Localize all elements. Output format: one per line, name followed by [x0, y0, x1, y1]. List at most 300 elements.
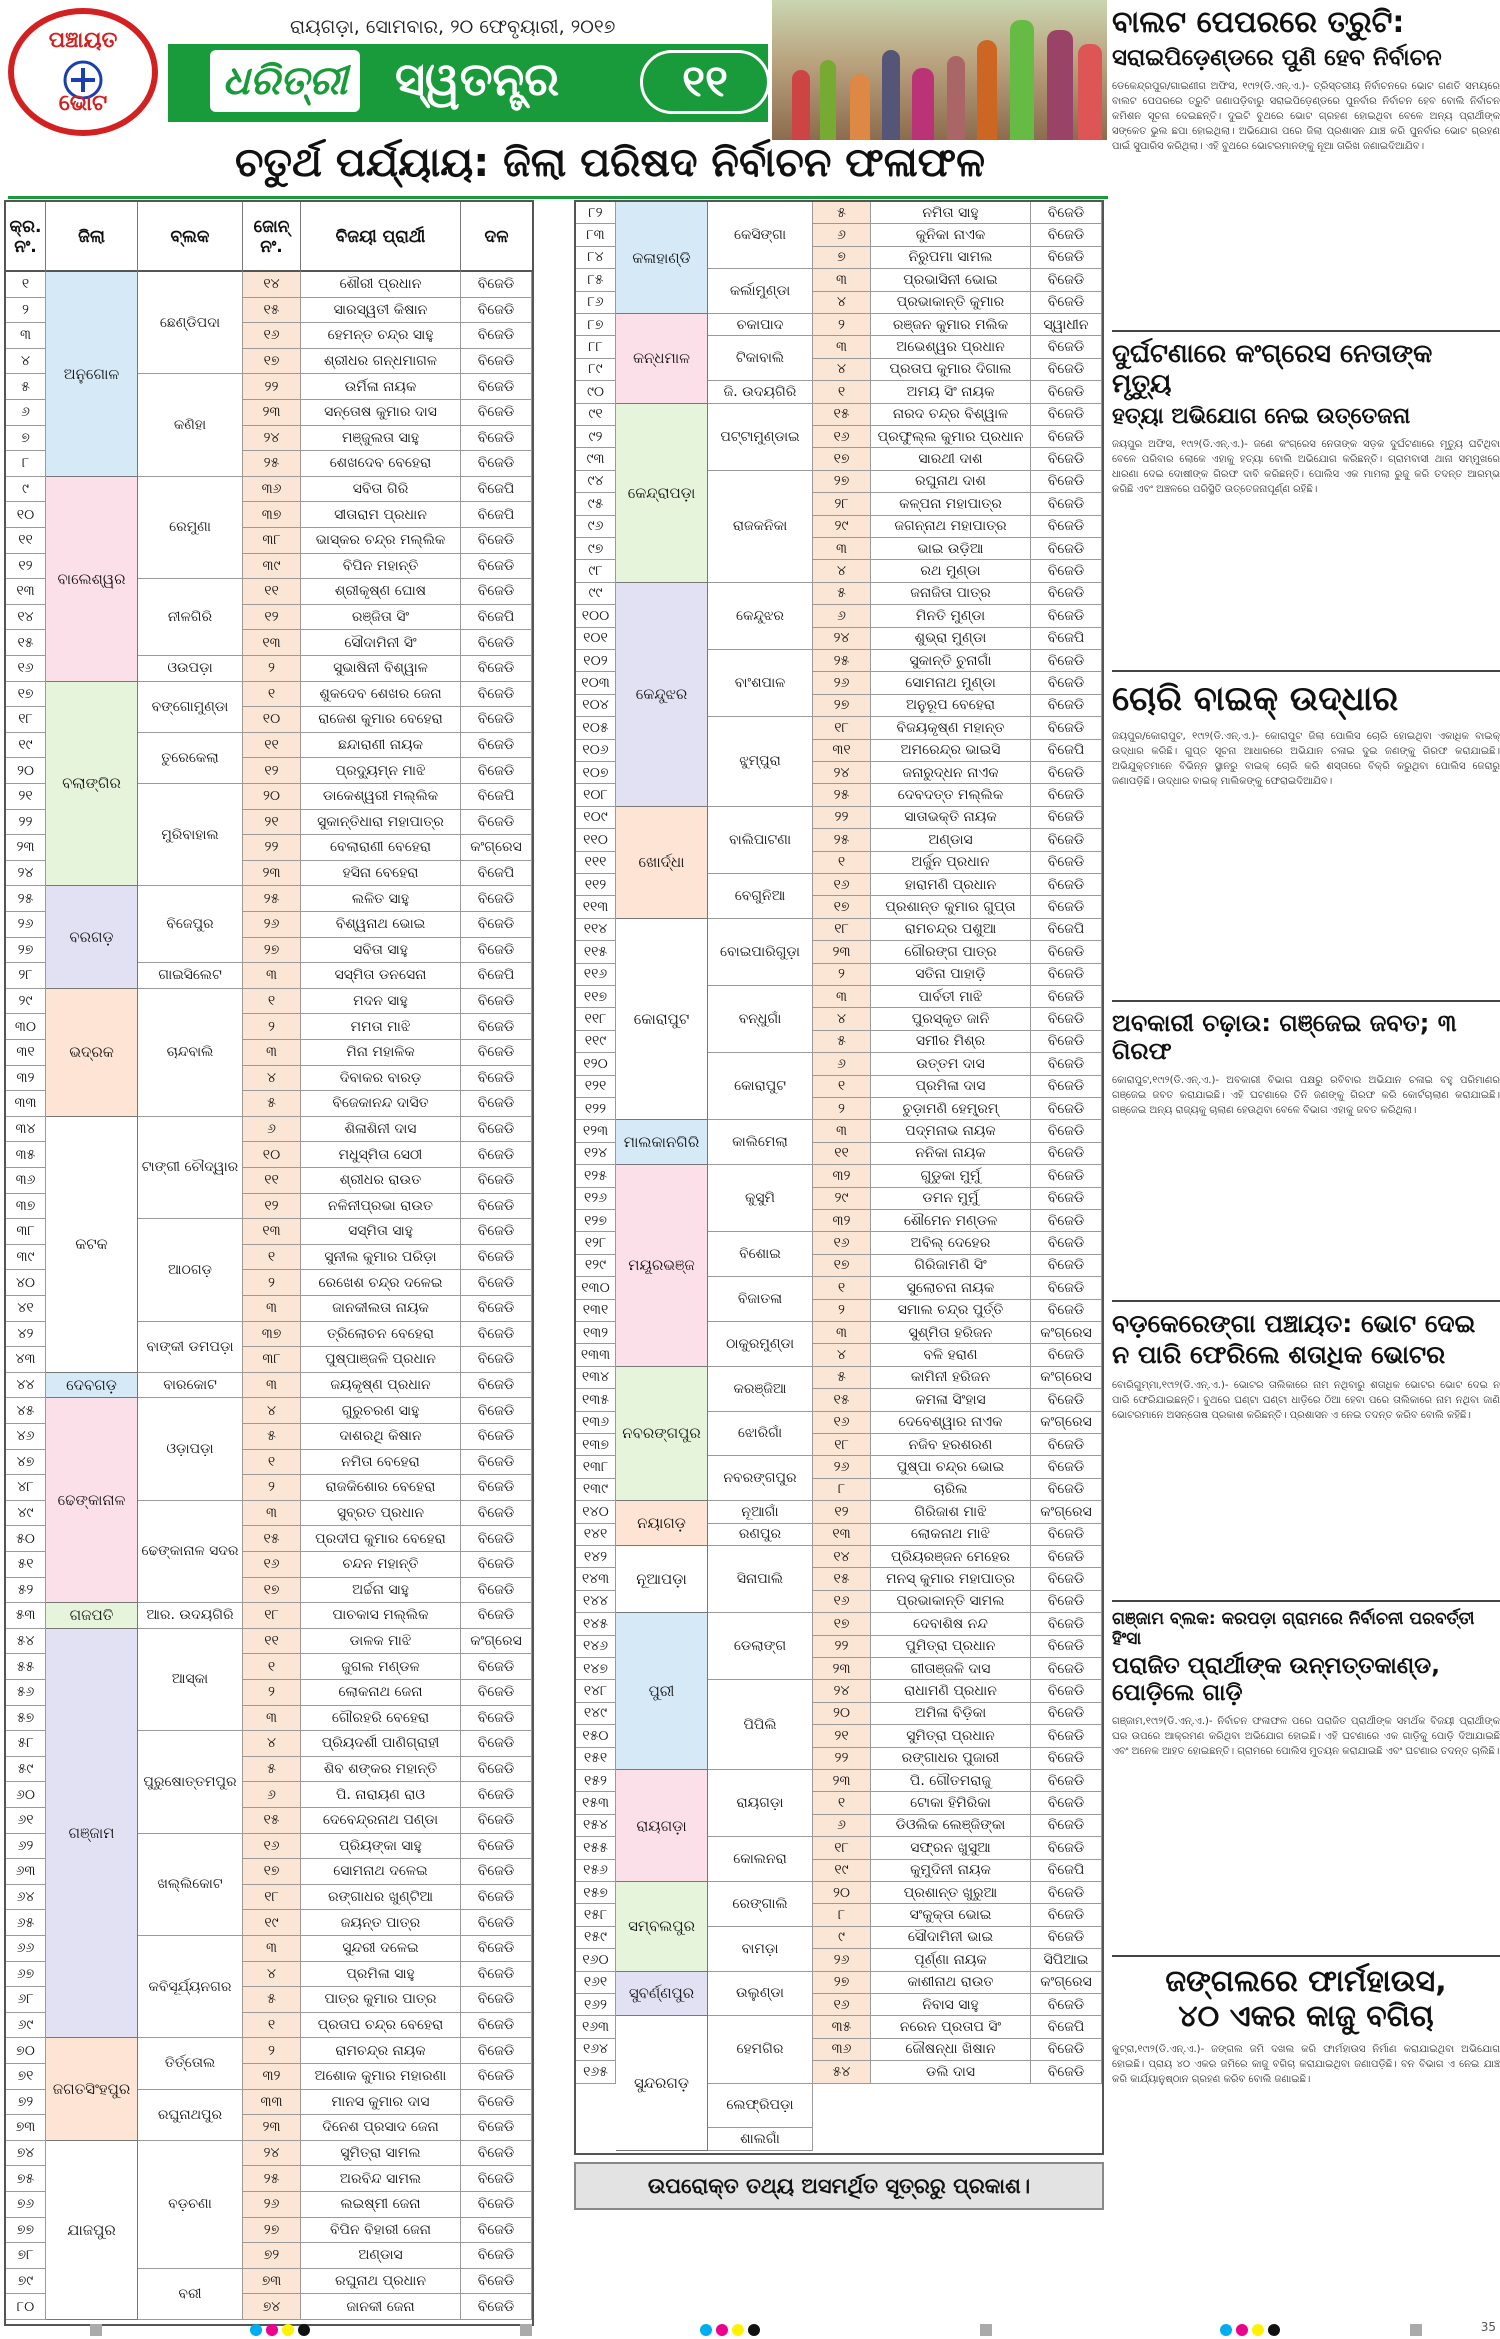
zone-cell: ୩୨	[243, 2064, 301, 2089]
serial-cell: ୧୨୦	[576, 1053, 616, 1074]
party-cell: ବିଜେଡି	[1031, 829, 1102, 850]
results-table-2	[574, 200, 1104, 2155]
zone-cell: ୨୪	[813, 628, 871, 649]
zone-cell: ୪	[243, 1066, 301, 1091]
block-cell: କଣିହା	[138, 374, 243, 476]
block-cell: ବଙ୍ଗୋମୁଣ୍ଡା	[138, 682, 243, 733]
winner-cell: ରଘୁନାଥ ପ୍ରଧାନ	[301, 2269, 461, 2294]
zone-cell: ୪	[243, 1731, 301, 1756]
party-cell: ବିଜେଡି	[461, 912, 532, 937]
winner-cell: ପ୍ରମିଳା ସାହୁ	[301, 1962, 461, 1987]
serial-cell: ୨୬	[6, 912, 46, 937]
serial-cell: ୮୬	[576, 292, 616, 313]
serial-cell: ୬	[6, 400, 46, 425]
story-divider	[1112, 1955, 1500, 1957]
district-cell: କୋରାପୁଟ	[616, 919, 708, 1121]
serial-cell: ୫୬	[6, 1680, 46, 1705]
zone-cell: ୩	[813, 538, 871, 559]
header-party: ଦଳ	[484, 227, 509, 247]
winner-cell: ଅମିଳା ବିଡ଼ିକା	[871, 1703, 1031, 1724]
district-cell: ଗଞ୍ଜାମ	[46, 1629, 138, 2039]
logo-top-text: ପଞ୍ଚାୟତ	[48, 28, 118, 53]
serial-cell: ୯୩	[576, 448, 616, 469]
winner-cell: ବିପିନ ବିହାରୀ ଜେନା	[301, 2218, 461, 2243]
party-cell: ବିଜେଡି	[461, 989, 532, 1014]
serial-cell: ୧୮	[6, 707, 46, 732]
winner-cell: ହାରାମଣି ପ୍ରଧାନ	[871, 874, 1031, 895]
page-number: ୧୧	[640, 50, 770, 114]
story-body: ବୋରିଗୁମ୍ମା,୧୯ା୨(ଡି.ଏନ୍.ଏ.)- ଭୋଟର ତାଲିକାରେ ନାମ ନଥିବାରୁ ଶତାଧିକ ଭୋଟର ଭୋଟ ଦେଇ ନ ପାରି ଫେରିଯାଇଛନ୍ତି। ବୁଥରେ ଘଣ୍ଟା ଘଣ୍ଟା ଧାଡ଼ିରେ ଠିଆ ହେବା ପରେ ତାଲିକାରେ ନାମ ନଥିବା ଜାଣି ଭୋଟରମାନେ ଅସନ୍ତୋଷ ପ୍ରକାଶ କରିଛନ୍ତି। ପ୍ରଶାସନ ଏ ନେଇ ତଦନ୍ତ କରିବ ବୋଲି କହିଛି।	[1112, 1379, 1500, 1421]
zone-cell: ୩୧	[813, 740, 871, 761]
zone-cell: ୩	[243, 1040, 301, 1065]
party-cell: ବିଜେପି	[1031, 1860, 1102, 1881]
serial-cell: ୧୪୧	[576, 1524, 616, 1545]
news-story-ballot	[1112, 6, 1500, 154]
serial-cell: ୩୮	[6, 1219, 46, 1244]
story-body: ଗଞ୍ଜାମ,୧୯ା୨(ଡି.ଏନ୍.ଏ.)- ନିର୍ବାଚନ ଫଳାଫଳ ପରେ ପରାଜିତ ପ୍ରାର୍ଥୀଙ୍କ ସମର୍ଥକ ବିଜୟୀ ପ୍ରାର୍ଥୀଙ୍କ ଘର ଉପରେ ଆକ୍ରମଣ କରିଥିବା ଅଭିଯୋଗ ହୋଇଛି। ଏହି ଘଟଣାରେ ଏକ ଗାଡ଼ିକୁ ପୋଡ଼ି ଦିଆଯାଇଛି ଏବଂ ଅନେକ ଆହତ ହୋଇଛନ୍ତି। ଗ୍ରାମରେ ପୋଲିସ ମୁତୟନ କରାଯାଇଛି ଏବଂ ଘଟଣାର ତଦନ୍ତ ଚାଲିଛି।	[1112, 1715, 1500, 1757]
zone-cell: ୧୭	[243, 349, 301, 374]
party-cell: ବିଜେଡି	[1031, 1904, 1102, 1925]
story-title: ଗଞ୍ଜାମ ବ୍ଲକ: କରପଡ଼ା ଗ୍ରାମରେ ନିର୍ବାଚନୀ ପରବର୍ତ୍ତୀ ହିଂସା	[1112, 1609, 1475, 1649]
winner-cell: ରଘୁନାଥ ଦାଶ	[871, 471, 1031, 492]
winner-cell: ଗୌରଙ୍ଗ ପାତ୍ର	[871, 941, 1031, 962]
party-cell: ବିଜେଡି	[1031, 1300, 1102, 1321]
zone-cell: ୧୧	[813, 1143, 871, 1164]
story-divider	[1112, 1600, 1500, 1602]
zone-cell: ୨୨	[813, 807, 871, 828]
serial-cell: ୯୧	[576, 404, 616, 425]
party-cell: ବିଜେଡି	[1031, 964, 1102, 985]
party-cell: ବିଜେଡି	[461, 1168, 532, 1193]
party-cell: ବିଜେପି	[1031, 628, 1102, 649]
serial-cell: ୧୦୭	[576, 762, 616, 783]
results-table-1	[4, 200, 534, 2326]
block-cell: ବାଲିପାଟଣା	[708, 807, 813, 874]
district-cell: ବରଗଡ଼	[46, 886, 138, 988]
party-cell: ବିଜେଡି	[461, 1808, 532, 1833]
serial-cell: ୭୪	[6, 2141, 46, 2166]
winner-cell: ସୋମନାଥ ମୁଣ୍ଡା	[871, 672, 1031, 693]
zone-cell: ୧୧	[243, 1168, 301, 1193]
zone-cell: ୨୪	[813, 1680, 871, 1701]
serial-cell: ୧୫୧	[576, 1748, 616, 1769]
district-cell: ଯାଜପୁର	[46, 2141, 138, 2320]
serial-cell: ୧୦୫	[576, 717, 616, 738]
serial-cell: ୧୬୧	[576, 1972, 616, 1993]
party-cell: ବିଜେଡି	[461, 2141, 532, 2166]
winner-cell: ସାରଥୀ ଦାଶ	[871, 448, 1031, 469]
party-cell: ବିଜେଡି	[1031, 896, 1102, 917]
story-subtitle: ପରାଜିତ ପ୍ରାର୍ଥୀଙ୍କ ଉନ୍ମତ୍ତକାଣ୍ଡ, ପୋଡ଼ିଲେ ଗାଡ଼ି	[1112, 1653, 1440, 1706]
zone-cell: ୫	[243, 1091, 301, 1116]
zone-cell: ୧୧	[243, 579, 301, 604]
block-cell: ରେମୁଣା	[138, 477, 243, 579]
winner-cell: ପୂର୍ଣ୍ଣା ନାୟକ	[871, 1949, 1031, 1970]
party-cell: ବିଜେଡି	[1031, 1613, 1102, 1634]
zone-cell: ୫	[813, 1367, 871, 1388]
block-cell: ବାଙ୍କୀ ଡମପଡ଼ା	[138, 1322, 243, 1373]
winner-cell: ଡଲି ଦାସ	[871, 2061, 1031, 2082]
zone-cell: ୧୦	[243, 1142, 301, 1167]
serial-cell: ୩୫	[6, 1142, 46, 1167]
winner-cell: ପି. ନାରାୟଣ ରାଓ	[301, 1782, 461, 1807]
serial-cell: ୪୩	[6, 1347, 46, 1372]
zone-cell: ୧୧	[243, 1629, 301, 1654]
serial-cell: ୪୪	[6, 1373, 46, 1398]
zone-cell: ୨୯	[813, 516, 871, 537]
serial-cell: ୧୩୩	[576, 1344, 616, 1365]
party-cell: ବିଜେପି	[461, 861, 532, 886]
winner-cell: ସୁଶ୍ମିତା ହରିଜନ	[871, 1322, 1031, 1343]
serial-cell: ୧୫୨	[576, 1770, 616, 1791]
winner-cell: ଶିବ ଶଙ୍କର ମହାନ୍ତି	[301, 1757, 461, 1782]
news-story-farmhouse	[1112, 1965, 1500, 2087]
winner-cell: ଟୋକା ହିମିରିକା	[871, 1792, 1031, 1813]
serial-cell: ୨୦	[6, 758, 46, 783]
serial-cell: ୧୧୮	[576, 1008, 616, 1029]
zone-cell: ୩	[813, 1120, 871, 1141]
logo-bottom-text: ଭୋଟ	[58, 91, 108, 116]
serial-cell: ୩୬	[6, 1168, 46, 1193]
party-cell: ବିଜେଡି	[1031, 1210, 1102, 1231]
zone-cell: ୧୭	[813, 448, 871, 469]
zone-cell: ୧	[243, 682, 301, 707]
winner-cell: ସୋମନାଥ ଦଳେଇ	[301, 1859, 461, 1884]
winner-cell: ଜାନକୀଲତା ନାୟକ	[301, 1296, 461, 1321]
winner-cell: ରଞ୍ଜନ କୁମାର ମଲିକ	[871, 314, 1031, 335]
zone-cell: ୬	[243, 1117, 301, 1142]
party-cell: ବିଜେଡି	[1031, 336, 1102, 357]
source-note: ଉପରୋକ୍ତ ତଥ୍ୟ ଅସମର୍ଥିତ ସୂତ୍ରରୁ ପ୍ରକାଶ।	[574, 2162, 1104, 2210]
zone-cell: ୪	[243, 1398, 301, 1423]
block-cell: କାଲିମେଲା	[708, 1120, 813, 1165]
serial-cell: ୧୦୩	[576, 672, 616, 693]
serial-cell: ୫୮	[6, 1731, 46, 1756]
party-cell: ବିଜେଡି	[461, 2166, 532, 2191]
zone-cell: ୧୬	[813, 874, 871, 895]
block-cell: ନୀଳଗିରି	[138, 579, 243, 656]
district-cell: ଦେବଗଡ଼	[46, 1373, 138, 1399]
party-cell: ବିଜେପି	[461, 963, 532, 988]
party-cell: ବିଜେଡି	[461, 1373, 532, 1398]
winner-cell: ଉର୍ମିଳା ନାୟକ	[301, 374, 461, 399]
serial-cell: ୬୩	[6, 1859, 46, 1884]
district-cell: ସମ୍ବଲପୁର	[616, 1882, 708, 1972]
party-cell: ବିଜେଡି	[461, 1245, 532, 1270]
party-cell: ବିଜେଡି	[1031, 650, 1102, 671]
serial-cell: ୯୦	[576, 381, 616, 402]
registration-mark	[90, 2324, 102, 2336]
serial-cell: ୭୫	[6, 2166, 46, 2191]
zone-cell: ୨୬	[243, 2192, 301, 2217]
zone-cell: ୫	[243, 1987, 301, 2012]
winner-cell: ପ୍ରମିଳା ଦାସ	[871, 1076, 1031, 1097]
party-cell: ବିଜେଡି	[461, 579, 532, 604]
winner-cell: ପ୍ରିୟଦର୍ଶୀ ପାଣିଗ୍ରାହୀ	[301, 1731, 461, 1756]
party-cell: ବିଜେଡି	[461, 938, 532, 963]
winner-cell: ଭାସ୍କର ଚନ୍ଦ୍ର ମଲ୍ଲିକ	[301, 528, 461, 553]
district-cell: ଅନୁଗୋଳ	[46, 272, 138, 477]
block-cell: କୋରାପୁଟ	[708, 1053, 813, 1120]
winner-cell: ଗିରିଜାମଣି ସିଂ	[871, 1255, 1031, 1276]
district-cell: ସୁନ୍ଦରଗଡ଼	[616, 2016, 708, 2150]
serial-cell: ୭୧	[6, 2064, 46, 2089]
winner-cell: ସମୀର ମିଶ୍ର	[871, 1031, 1031, 1052]
winner-cell: ଅମୟ ସିଂ ନାୟକ	[871, 381, 1031, 402]
winner-cell: ଜୟନ୍ତ ପାତ୍ର	[301, 1910, 461, 1935]
zone-cell: ୪	[813, 292, 871, 313]
serial-cell: ୮୫	[576, 269, 616, 290]
zone-cell: ୧୯	[813, 1860, 871, 1881]
winner-cell: ରାଜେଶ କୁମାର ବେହେରା	[301, 707, 461, 732]
serial-cell: ୫୧	[6, 1552, 46, 1577]
party-cell: ବିଜେଡି	[461, 682, 532, 707]
party-cell: ବିଜେଡି	[461, 886, 532, 911]
party-cell: ବିଜେଡି	[1031, 941, 1102, 962]
zone-cell: ୧	[813, 1792, 871, 1813]
party-cell: ବିଜେଡି	[1031, 1008, 1102, 1029]
winner-cell: କାମିନୀ ହରିଜନ	[871, 1367, 1031, 1388]
serial-cell: ୯୮	[576, 560, 616, 581]
zone-cell: ୩୬	[243, 477, 301, 502]
winner-cell: ମନସ୍ କୁମାର ମହାପାତ୍ର	[871, 1568, 1031, 1589]
party-cell: ବିଜେଡି	[461, 400, 532, 425]
serial-cell: ୩୧	[6, 1040, 46, 1065]
serial-cell: ୮	[6, 451, 46, 476]
winner-cell: ଶ୍ରୀଧର ରାଉତ	[301, 1168, 461, 1193]
zone-cell: ୮	[813, 1479, 871, 1500]
zone-cell: ୧୨	[813, 1501, 871, 1522]
party-cell: ବିଜେଡି	[461, 1296, 532, 1321]
party-cell: ବିଜେଡି	[1031, 359, 1102, 380]
zone-cell: ୩	[243, 963, 301, 988]
winner-cell: ବିଜୟକୃଷ୍ଣ ମହାନ୍ତ	[871, 717, 1031, 738]
serial-cell: ୯୯	[576, 583, 616, 604]
party-cell: ବିଜେଡି	[1031, 1143, 1102, 1164]
party-cell: ବିଜେଡି	[1031, 2061, 1102, 2082]
zone-cell: ୧୮	[813, 1434, 871, 1455]
serial-cell: ୫୩	[6, 1603, 46, 1628]
serial-cell: ୧୩୫	[576, 1389, 616, 1410]
zone-cell: ୩୨	[813, 1210, 871, 1231]
serial-cell: ୮୯	[576, 359, 616, 380]
serial-cell: ୯୭	[576, 538, 616, 559]
zone-cell: ୨	[243, 1475, 301, 1500]
serial-cell: ୩	[6, 323, 46, 348]
party-cell: ବିଜେଡି	[461, 630, 532, 655]
zone-cell: ୫	[813, 1031, 871, 1052]
serial-cell: ୧୨୨	[576, 1098, 616, 1119]
zone-cell: ୧୨	[243, 758, 301, 783]
zone-cell: ୨୩	[813, 1770, 871, 1791]
winner-cell: ଅଣ୍ଡାସ	[301, 2243, 461, 2268]
serial-cell: ୧୬୦	[576, 1949, 616, 1970]
party-cell: ବିଜେଡି	[1031, 1344, 1102, 1365]
winner-cell: ମମତା ମାଝି	[301, 1014, 461, 1039]
serial-cell: ୨୨	[6, 810, 46, 835]
zone-cell: ୩	[243, 1296, 301, 1321]
serial-cell: ୧୦୨	[576, 650, 616, 671]
header-sl: କ୍ର. ନଂ.	[6, 202, 46, 272]
zone-cell: ୨୨	[243, 835, 301, 860]
serial-cell: ୧୦୯	[576, 807, 616, 828]
serial-cell: ୬୧	[6, 1808, 46, 1833]
winner-cell: ସଫ୍ରନ ଖୁସୁଆ	[871, 1837, 1031, 1858]
party-cell: ବିଜେଡି	[461, 1936, 532, 1961]
serial-cell: ୧୫	[6, 630, 46, 655]
block-cell: ଗାଇସିଲେଟ	[138, 963, 243, 989]
serial-cell: ୧୪୨	[576, 1546, 616, 1567]
zone-cell: ୩	[813, 336, 871, 357]
serial-cell: ୧୦୮	[576, 784, 616, 805]
zone-cell: ୧୬	[813, 1591, 871, 1612]
serial-cell: ୧୧୦	[576, 829, 616, 850]
winner-cell: ସୁଲୋଚନା ନାୟକ	[871, 1277, 1031, 1298]
party-cell: ବିଜେଡି	[1031, 1524, 1102, 1545]
winner-cell: ସୁଭାଷିନୀ ବିଶ୍ୱାଳ	[301, 656, 461, 681]
serial-cell: ୧୧୯	[576, 1031, 616, 1052]
party-cell: ବିଜେଡି	[461, 2115, 532, 2140]
party-cell: ବିଜେପି	[461, 605, 532, 630]
serial-cell: ୧	[6, 272, 46, 297]
story-subtitle: ସରାଇପିଡ଼େଣ୍ଡରେ ପୁଣି ହେବ ନିର୍ବାଚନ	[1112, 44, 1442, 71]
block-cell: ତିର୍ତ୍ତୋଲ	[138, 2038, 243, 2089]
zone-cell: ୨୨	[813, 1748, 871, 1769]
party-cell: ବିଜେପି	[461, 502, 532, 527]
winner-cell: ପ୍ରଶାନ୍ତ ଖୁରୁଆ	[871, 1882, 1031, 1903]
winner-cell: ହେମନ୍ତ ଚନ୍ଦ୍ର ସାହୁ	[301, 323, 461, 348]
block-cell: କେସିଙ୍ଗା	[708, 202, 813, 269]
zone-cell: ୧୭	[243, 1578, 301, 1603]
dateline: ରାୟଗଡ଼ା, ସୋମବାର, ୨୦ ଫେବୃୟାରୀ, ୨୦୧୭	[290, 16, 616, 38]
winner-cell: ରଞ୍ଜିତା ସିଂ	[301, 605, 461, 630]
serial-cell: ୧୨୫	[576, 1165, 616, 1186]
winner-cell: ସସ୍ମିତା ସାହୁ	[301, 1219, 461, 1244]
winner-cell: ଡାକେଶ୍ୱରୀ ମଲ୍ଲିକ	[301, 784, 461, 809]
serial-cell: ୧୬୫	[576, 2061, 616, 2082]
zone-cell: ୩୬	[813, 2039, 871, 2060]
block-cell: ରାଜକନିକା	[708, 471, 813, 583]
serial-cell: ୫୪	[6, 1629, 46, 1654]
winner-cell: ସଂକୁକ୍ତା ଭୋଇ	[871, 1904, 1031, 1925]
zone-cell: ୧୬	[243, 323, 301, 348]
block-cell: ଢେଙ୍କାନାଳ ସଦର	[138, 1501, 243, 1603]
serial-cell: ୫୭	[6, 1706, 46, 1731]
zone-cell: ୨୩	[243, 2115, 301, 2140]
serial-cell: ୮୨	[576, 202, 616, 223]
winner-cell: ଶୌମେନ ମଣ୍ଡଳ	[871, 1210, 1031, 1231]
serial-cell: ୧୩୭	[576, 1434, 616, 1455]
serial-cell: ୨୭	[6, 938, 46, 963]
winner-cell: ସତିନା ପାହାଡ଼ି	[871, 964, 1031, 985]
serial-cell: ୧୧୫	[576, 941, 616, 962]
party-cell: ବିଜେଡି	[461, 1834, 532, 1859]
serial-cell: ୯	[6, 477, 46, 502]
story-title: ଦୁର୍ଘଟଣାରେ କଂଗ୍ରେସ ନେତାଙ୍କ ମୃତ୍ୟୁ	[1112, 339, 1433, 399]
serial-cell: ୧୨୭	[576, 1210, 616, 1231]
zone-cell: ୧୦	[243, 707, 301, 732]
serial-cell: ୧୬୪	[576, 2039, 616, 2060]
serial-cell: ୭୭	[6, 2218, 46, 2243]
winner-cell: ଶେଖଦେବ ବେହେରା	[301, 451, 461, 476]
zone-cell: ୨	[813, 1300, 871, 1321]
party-cell: ବିଜେଡି	[1031, 224, 1102, 245]
zone-cell: ୩	[813, 1322, 871, 1343]
winner-cell: ମିନତି ମୁଣ୍ଡା	[871, 605, 1031, 626]
story-body: କୁଟ୍ରା,୧୯ା୨(ଡି.ଏନ୍.ଏ.)- ଜଙ୍ଗଲ ଜମି ଦଖଲ କରି ଫାର୍ମହାଉସ ନିର୍ମାଣ କରାଯାଇଥିବା ଅଭିଯୋଗ ହୋଇଛି। ପ୍ରାୟ ୪୦ ଏକର ଜମିରେ କାଜୁ ବଗିଚା କରାଯାଇଥିବା ଜଣାପଡ଼ିଛି। ବନ ବିଭାଗ ଏ ନେଇ ଯାଞ୍ଚ କରି କାର୍ଯ୍ୟାନୁଷ୍ଠାନ ଗ୍ରହଣ କରିବ ବୋଲି ଜଣାଇଛି।	[1112, 2044, 1500, 2085]
block-cell: ରେଙ୍ଗାଲି	[708, 1882, 813, 1927]
serial-cell: ୧୬୩	[576, 2016, 616, 2037]
header-zone: ଜୋନ୍ ନଂ.	[243, 202, 301, 272]
zone-cell: ୭୩	[243, 2269, 301, 2294]
serial-cell: ୧୪୩	[576, 1568, 616, 1589]
district-cell: ରାୟଗଡ଼ା	[616, 1770, 708, 1882]
winner-cell: ପାଚକାସ ମଲ୍ଲିକ	[301, 1603, 461, 1628]
party-cell: ବିଜେଡି	[461, 554, 532, 579]
serial-cell: ୬୨	[6, 1834, 46, 1859]
winner-cell: ସସ୍ମିତା ଡନସେନା	[301, 963, 461, 988]
party-cell: ବିଜେଡି	[1031, 448, 1102, 469]
zone-cell: ୭	[813, 247, 871, 268]
serial-cell: ୬୮	[6, 1987, 46, 2012]
header-district: ଜିଲା	[46, 202, 138, 272]
winner-cell: ସୌଦାମିନୀ ଭାଇ	[871, 1927, 1031, 1948]
party-cell: ବିଜେଡି	[1031, 247, 1102, 268]
block-cell: କବିସୂର୍ଯ୍ୟନଗର	[138, 1936, 243, 2038]
winner-cell: ଚୁଡ଼ାମଣି ହେମ୍ବ୍ରମ୍	[871, 1098, 1031, 1119]
black-dot	[1268, 2324, 1280, 2336]
zone-cell: ୨୩	[813, 941, 871, 962]
story-subtitle: ନ ପାରି ଫେରିଲେ ଶତାଧିକ ଭୋଟର	[1112, 1339, 1446, 1369]
serial-cell: ୧୦୪	[576, 695, 616, 716]
party-cell: ବିଜେଡି	[461, 656, 532, 681]
block-cell: ଚାନ୍ଦବାଲି	[138, 989, 243, 1117]
serial-cell: ୧୦୧	[576, 628, 616, 649]
party-cell: ବିଜେଡି	[1031, 1770, 1102, 1791]
winner-cell: ଉତ୍ତମ ଦାସ	[871, 1053, 1031, 1074]
party-cell: ବିଜେଡି	[1031, 538, 1102, 559]
party-cell: ବିଜେଡି	[461, 758, 532, 783]
block-cell: କୁସୁମି	[708, 1165, 813, 1232]
block-cell: ପଟ୍ଟାମୁଣ୍ଡାଇ	[708, 404, 813, 471]
magenta-dot	[1236, 2324, 1248, 2336]
party-cell: ବିଜେପି	[1031, 740, 1102, 761]
magenta-dot	[266, 2324, 278, 2336]
winner-cell: ଅମରେନ୍ଦ୍ର ଭାଇସି	[871, 740, 1031, 761]
district-cell: ପୁରୀ	[616, 1613, 708, 1770]
district-cell: କଟକ	[46, 1117, 138, 1373]
winner-cell: ନରେନ ପ୍ରତାପ ସିଂ	[871, 2016, 1031, 2037]
winner-cell: ଡିଓଲିକ ଲେଞ୍ଜିଙ୍କା	[871, 1815, 1031, 1836]
serial-cell: ୨୯	[6, 989, 46, 1014]
winner-cell: ଅଶୋକ କୁମାର ମହାରଣା	[301, 2064, 461, 2089]
zone-cell: ୫	[243, 1424, 301, 1449]
winner-cell: ପ୍ରତାପ ଚନ୍ଦ୍ର ବେହେରା	[301, 2013, 461, 2038]
party-cell: ସ୍ୱାଧୀନ	[1031, 314, 1102, 335]
block-cell: ବିଜାତଳା	[708, 1277, 813, 1322]
serial-cell: ୧୧୩	[576, 896, 616, 917]
party-cell: ବିଜେଡି	[461, 1526, 532, 1551]
serial-cell: ୪୫	[6, 1398, 46, 1423]
serial-cell: ୧୬୨	[576, 1994, 616, 2015]
zone-cell: ୧୬	[813, 1232, 871, 1253]
party-cell: ବିଜେଡି	[1031, 2039, 1102, 2060]
winner-cell: ସବିତା ସାହୁ	[301, 938, 461, 963]
winner-cell: ସନ୍ତୋଷ କୁମାର ଦାସ	[301, 400, 461, 425]
party-cell: ବିଜେଡି	[1031, 1232, 1102, 1253]
party-cell: ବିଜେଡି	[1031, 784, 1102, 805]
headline-rule	[8, 196, 1108, 199]
